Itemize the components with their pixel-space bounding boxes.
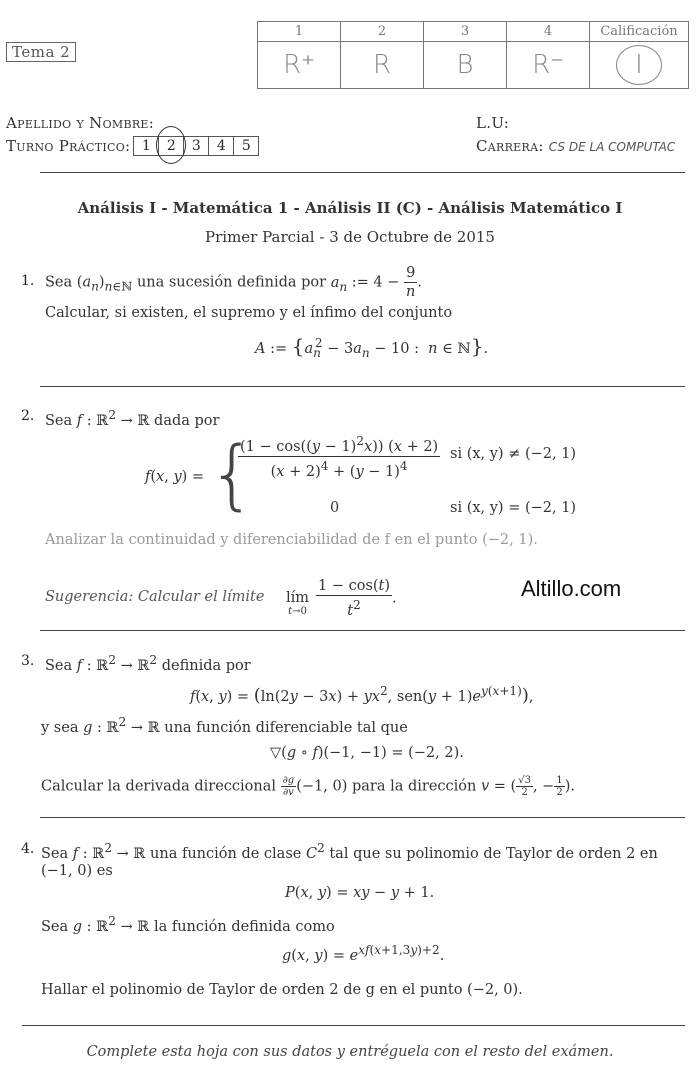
turno-option-1[interactable]: 1 [133,136,159,156]
problem-2-f-label: f(x, y) = [145,469,205,485]
turno-option-2[interactable]: 2 [158,136,184,156]
problem-3-number: 3. [21,653,35,669]
p4-text-a: Sea [41,845,69,862]
problem-4-number: 4. [21,841,35,857]
grade-header-calificacion: Calificación [590,22,689,42]
grade-value-2: R [341,42,424,89]
problem-2-case-2-value: 0 [330,500,340,516]
problem-2-case-2-cond: si (x, y) = (−2, 1) [450,500,577,516]
grade-header-2: 2 [341,22,424,42]
p3-text-c: y sea [41,719,79,736]
grade-value-1: R⁺ [258,42,341,89]
problem-3-f-def: f(x, $y) = (\ln(2y - 3x) + yx^2$, $sen(y + 1)e^{y(x+1)}$), [190,684,534,706]
turno-selection-circle [156,126,186,164]
problem-1-number: 1. [21,273,35,289]
turno-row [6,136,259,156]
problem-4-point: (−1, 0) es [41,863,113,879]
problem-1-set: A := {$a_n^2 - 3a_n - 10$ : n ∈ ℕ}. [255,334,489,360]
turno-options [134,136,259,156]
problem-3-g-statement: y sea g : ℝ$^2$ → ℝ una función diferenciable tal que [41,715,408,736]
problem-2-lim: lím t→0 [286,590,310,617]
exam-subtitle: Primer Parcial - 3 de Octubre de 2015 [205,228,495,246]
p4-text-c: tal que su polinomio de Taylor de orden 2 en [329,845,658,862]
apellido-label: Apellido y Nombre: [6,114,155,132]
p4-text-f: la función definida como [153,918,335,935]
problem-3-directional: Calcular la derivada direccional $\frac{\partial g}{\partial v}$ (−1, 0) para la dirección v = ( $\frac{√3}{2}$ , − $\frac{1}{2}$ ). [41,775,575,798]
problem-2-number: 2. [21,408,35,424]
divider [40,172,685,173]
turno-option-5[interactable]: 5 [233,136,259,156]
problem-2-hint-fraction: $\frac{1 - \cos(t)}{t^2}$ . [318,578,397,619]
grade-header-3: 3 [424,22,507,42]
turno-option-3[interactable]: 3 [183,136,209,156]
tema-label: Tema 2 [6,42,76,62]
problem-3-gradient: ▽(g ∘ f)(−1, −1) = (−2, 2). [270,745,464,761]
cases-brace: { [208,429,257,518]
problem-2-hint: Sugerencia: Calcular el límite [45,589,265,605]
divider [40,386,685,387]
problem-2-case-1-cond: si (x, y) ≠ (−2, 1) [450,446,577,462]
p4-text-d: es [96,863,113,879]
problem-4-statement: Sea f : ℝ$^2$ → ℝ una función de clase $C^2$ tal que su polinomio de Taylor de orden 2 en [41,841,658,862]
p4-text-b: una función de clase [150,845,302,862]
lu-label: L.U: [476,114,510,132]
p4-text-e: Sea [41,918,69,935]
problem-4-g-task: Hallar el polinomio de Taylor de orden 2 de g en el punto (−2, 0). [41,982,523,998]
watermark: Altillo.com [521,576,622,601]
grade-table [257,21,689,89]
carrera-value: CS DE LA COMPUTAC [548,140,676,154]
final-grade-circled: I [616,45,662,85]
problem-1-statement: Sea $(a_n)_{n\in ℕ}$ una sucesión definida por $a_n$ := 4 − $\frac{9}{n}$ . [45,265,422,300]
carrera-label: Carrera: [476,137,544,155]
divider [40,817,685,818]
problem-2-statement: Sea f : ℝ$^2$ → ℝ dada por [45,408,220,429]
grade-value-4: R⁻ [507,42,590,89]
problem-4-g-def: g(x, $y) = e^{xf(x+1,3y)+2}$. [282,943,445,964]
p1-text-a: Sea [45,274,73,291]
footer-note: Complete esta hoja con sus datos y entréguela con el resto del exámen. [86,1044,614,1060]
p2-text-b: dada por [154,412,220,429]
carrera-row [476,136,675,155]
p1-text-b: una sucesión definida por [136,274,327,291]
exam-title: Análisis I - Matemática 1 - Análisis II (C) - Análisis Matemático I [77,199,623,217]
problem-2-case-1: $\frac{(1 - \cos((y - 1)^2x)) (x + 2)}{(x + 2)^4 + (y - 1)^4}$ [240,434,439,480]
problem-4-g-statement: Sea g : ℝ$^2$ → ℝ la función definida como [41,914,335,935]
p3-text-e: Calcular la derivada direccional [41,778,277,795]
problem-4-taylor: P(x, y) = xy − y + 1. [285,885,435,901]
grade-value-3: B [424,42,507,89]
problem-1-text-c: Calcular, si existen, el supremo y el ínfimo del conjunto [45,305,453,321]
divider [40,630,685,631]
turno-label: Turno Práctico: [6,137,131,155]
p3-text-a: Sea [45,657,73,674]
p3-text-b: definida por [161,657,251,674]
p3-text-d: una función diferenciable tal que [164,719,408,736]
grade-header-1: 1 [258,22,341,42]
grade-header-4: 4 [507,22,590,42]
p3-text-f: para la dirección [351,778,477,795]
grade-value-calificacion [590,42,689,89]
problem-3-statement: Sea f : ℝ$^2$ → ℝ$^2$ definida por [45,653,251,674]
divider [22,1025,685,1026]
problem-2-analyze: Analizar la continuidad y diferenciabilidad de f en el punto (−2, 1). [45,532,538,548]
turno-option-4[interactable]: 4 [208,136,234,156]
p2-text-a: Sea [45,412,73,429]
